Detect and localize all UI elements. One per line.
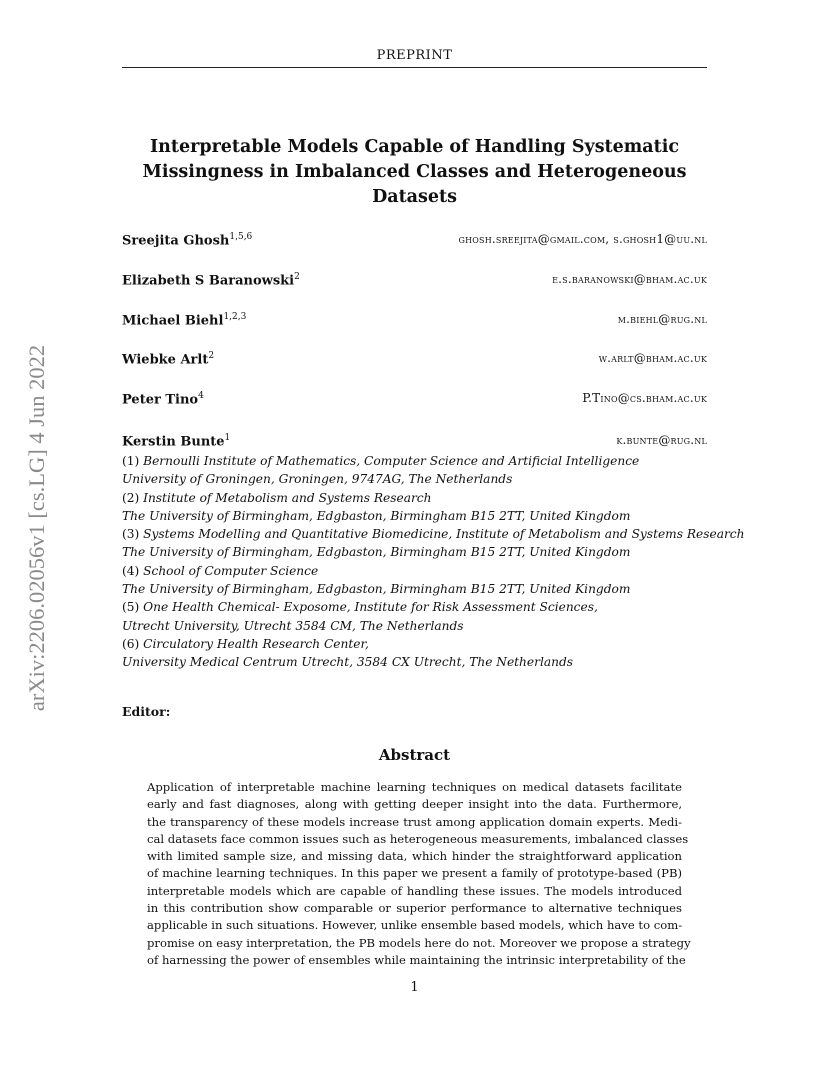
affiliation-line: (1) Bernoulli Institute of Mathematics, Computer Science and Artificial Intelligence xyxy=(122,454,640,468)
affiliation-line: University Medical Centrum Utrecht, 3584 CX Utrecht, The Netherlands xyxy=(122,655,574,670)
abstract-line: cal datasets face common issues such as heterogeneous measurements, imbalanced classes xyxy=(147,831,689,846)
author-name: Kerstin Bunte$^1$ xyxy=(122,433,231,450)
abstract-line: early and fast diagnoses, along with getting deeper insight into the data. Furthermore, xyxy=(147,797,682,812)
author-name: Peter Tino$^4$ xyxy=(122,391,204,408)
author-block xyxy=(122,391,707,411)
affiliation-line: The University of Birmingham, Edgbaston, Birmingham B15 2TT, United Kingdom xyxy=(122,508,631,523)
author-name: Michael Biehl$^{1,2,3}$ xyxy=(122,312,247,329)
arxiv-stamp xyxy=(14,298,60,758)
author-email[interactable]: m.biehl@rug.nl xyxy=(617,312,707,326)
page-number: 1 xyxy=(410,980,419,995)
author-name: Sreejita Ghosh$^{1,5,6}$ xyxy=(122,232,253,249)
author-email[interactable]: P.Tino@cs.bham.ac.uk xyxy=(582,391,707,405)
author-block xyxy=(122,312,707,332)
affiliation-line: (4) School of Computer Science xyxy=(122,563,319,578)
affiliation-line: (6) Circulatory Health Research Center, xyxy=(122,636,369,651)
author-email[interactable]: ghosh.sreejita@gmail.com, s.ghosh1@uu.nl xyxy=(458,232,707,246)
author-email[interactable]: k.bunte@rug.nl xyxy=(616,433,707,447)
author-affiliation-marks: 1,5,6 xyxy=(229,232,253,242)
header-rule xyxy=(122,67,707,68)
author-block xyxy=(122,433,707,453)
affiliation-line: Utrecht University, Utrecht 3584 CM, The Netherlands xyxy=(122,618,464,633)
author-block xyxy=(122,232,707,252)
affiliation-line: The University of Birmingham, Edgbaston, Birmingham B15 2TT, United Kingdom xyxy=(122,545,631,560)
title-line: Missingness in Imbalanced Classes and Heterogeneous xyxy=(142,162,687,182)
abstract-line: of harnessing the power of ensembles while maintaining the intrinsic interpretability of the xyxy=(147,952,686,967)
abstract-line: promise on easy interpretation, the PB models here do not. Moreover we propose a strategy xyxy=(147,935,691,950)
author-block xyxy=(122,272,707,292)
author-email[interactable]: e.s.baranowski@bham.ac.uk xyxy=(552,272,707,286)
abstract-line: in this contribution show comparable or superior performance to alternative techniques xyxy=(147,901,682,916)
abstract-line: with limited sample size, and missing data, which hinder the straightforward application xyxy=(147,849,682,864)
author-block xyxy=(122,351,707,371)
affiliation-line: (5) One Health Chemical- Exposome, Institute for Risk Assessment Sciences, xyxy=(122,600,598,615)
affiliation-line: (2) Institute of Metabolism and Systems Research xyxy=(122,490,432,505)
author-affiliation-marks: 4 xyxy=(198,391,204,401)
title-line: Interpretable Models Capable of Handling Systematic xyxy=(149,137,680,157)
abstract-line: interpretable models which are capable of handling these issues. The models introduced xyxy=(147,883,682,898)
abstract-body xyxy=(147,779,691,969)
running-header: PREPRINT xyxy=(376,48,453,63)
author-affiliation-marks: 1,2,3 xyxy=(223,312,247,322)
abstract-line: applicable in such situations. However, unlike ensemble based models, which have to com- xyxy=(147,918,683,933)
arxiv-stamp-text: arXiv:2206.02056v1 [cs.LG] 4 Jun 2022 xyxy=(24,344,49,712)
author-name: Elizabeth S Baranowski$^2$ xyxy=(122,272,300,289)
editor-label: Editor: xyxy=(122,704,171,719)
abstract-line: of machine learning techniques. In this paper we present a family of prototype-based (PB) xyxy=(147,866,682,881)
paper-title xyxy=(122,135,707,210)
author-affiliation-marks: 1 xyxy=(224,433,231,443)
author-name: Wiebke Arlt$^2$ xyxy=(122,351,215,368)
affiliation-line: (3) Systems Modelling and Quantitative Biomedicine, Institute of Metabolism and Systems Research xyxy=(122,527,745,542)
abstract-line: Application of interpretable machine learning techniques on medical datasets facilitate xyxy=(147,780,682,794)
affiliation-line: University of Groningen, Groningen, 9747AG, The Netherlands xyxy=(122,472,513,487)
affiliation-line: The University of Birmingham, Edgbaston, Birmingham B15 2TT, United Kingdom xyxy=(122,582,631,597)
abstract-heading: Abstract xyxy=(378,746,451,764)
title-line: Datasets xyxy=(372,187,457,207)
author-affiliation-marks: 2 xyxy=(294,272,300,282)
abstract-line: the transparency of these models increase trust among application domain experts. Medi- xyxy=(147,814,682,829)
affiliations xyxy=(122,452,745,672)
author-email[interactable]: w.arlt@bham.ac.uk xyxy=(598,351,707,365)
author-affiliation-marks: 2 xyxy=(208,351,215,361)
